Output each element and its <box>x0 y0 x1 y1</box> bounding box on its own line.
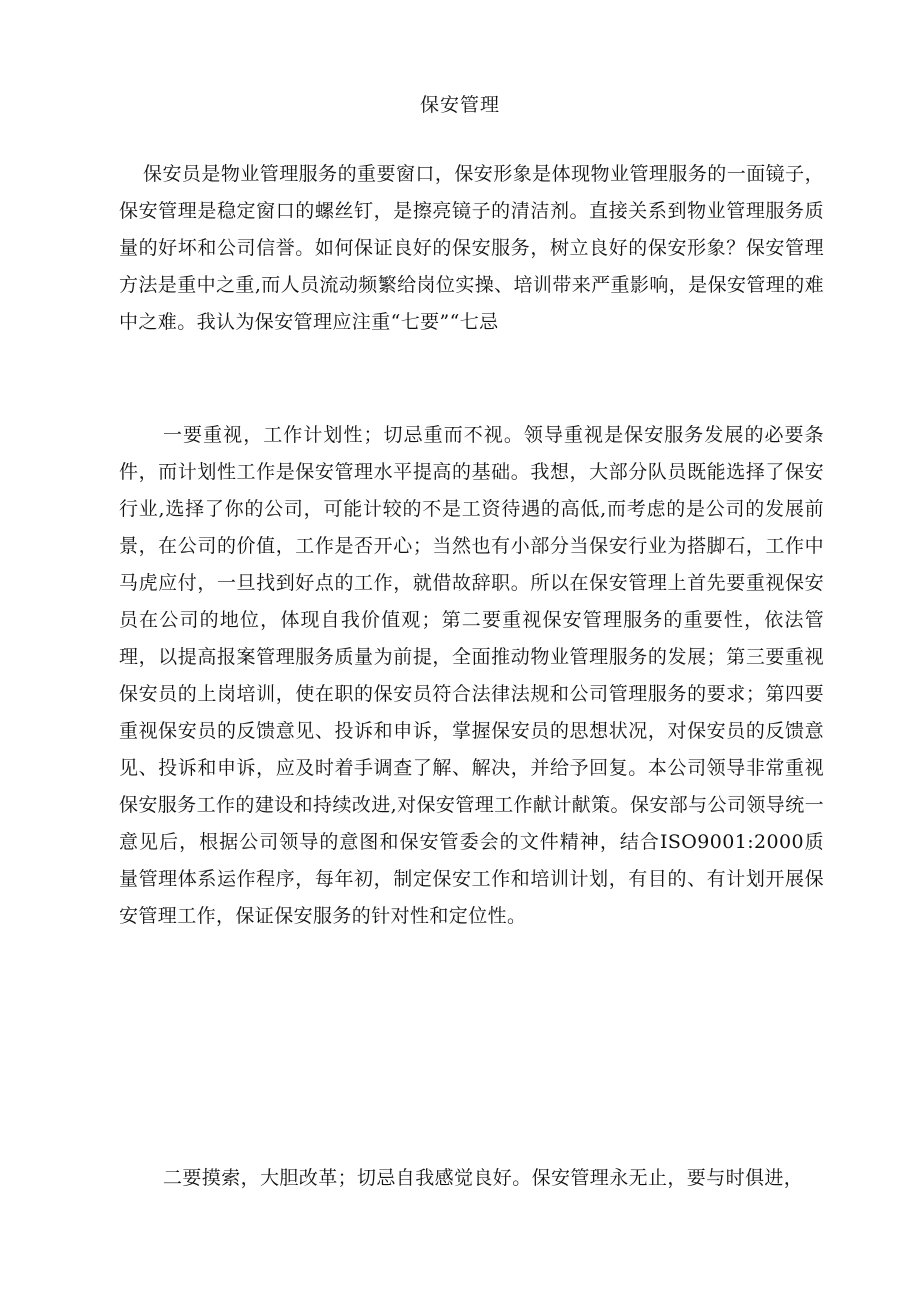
paragraph-point-one: 一要重视，工作计划性；切忌重而不视。领导重视是保安服务发展的必要条件，而计划性工作是保安管理水平提高的基础。我想，大部分队员既能选择了保安行业,选择了你的公司，可能计较的不是工资待遇的高低,而考虑的是公司的发展前景，在公司的价值，工作是否开心；当然也有小部分当保安行业为搭脚石，工作中马虎应付，一旦找到好点的工作，就借故辞职。所以在保安管理上首先要重视保安员在公司的地位，体现自我价值观；第二要重视保安管理服务的重要性，依法管理，以提高报案管理服务质量为前提，全面推动物业管理服务的发展；第三要重视保安员的上岗培训，使在职的保安员符合法律法规和公司管理服务的要求；第四要重视保安员的反馈意见、投诉和申诉，掌握保安员的思想状况，对保安员的反馈意见、投诉和申诉，应及时着手调查了解、解决，并给予回复。本公司领导非常重视保安服务工作的建设和持续改进,对保安管理工作献计献策。保安部与公司领导统一意见后，根据公司领导的意图和保安管委会的文件精神，结合ISO9001:2000质量管理体系运作程序，每年初，制定保安工作和培训计划，有目的、有计划开展保安管理工作，保证保安服务的针对性和定位性。 <box>119 424 824 927</box>
paragraph-point-two: 二要摸索，大胆改革；切忌自我感觉良好。保安管理永无止，要与时俱进， <box>163 1167 804 1189</box>
document-title: 保安管理 <box>419 94 500 116</box>
paragraph-intro: 保安员是物业管理服务的重要窗口，保安形象是体现物业管理服务的一面镜子，保安管理是稳定窗口的螺丝钉，是擦亮镜子的清洁剂。直接关系到物业管理服务质量的好坏和公司信誉。如何保证良好的保安服务，树立良好的保安形象？保安管理方法是重中之重,而人员流动频繁给岗位实操、培训带来严重影响，是保安管理的难中之难。我认为保安管理应注重“七要”“七忌 <box>119 163 824 333</box>
